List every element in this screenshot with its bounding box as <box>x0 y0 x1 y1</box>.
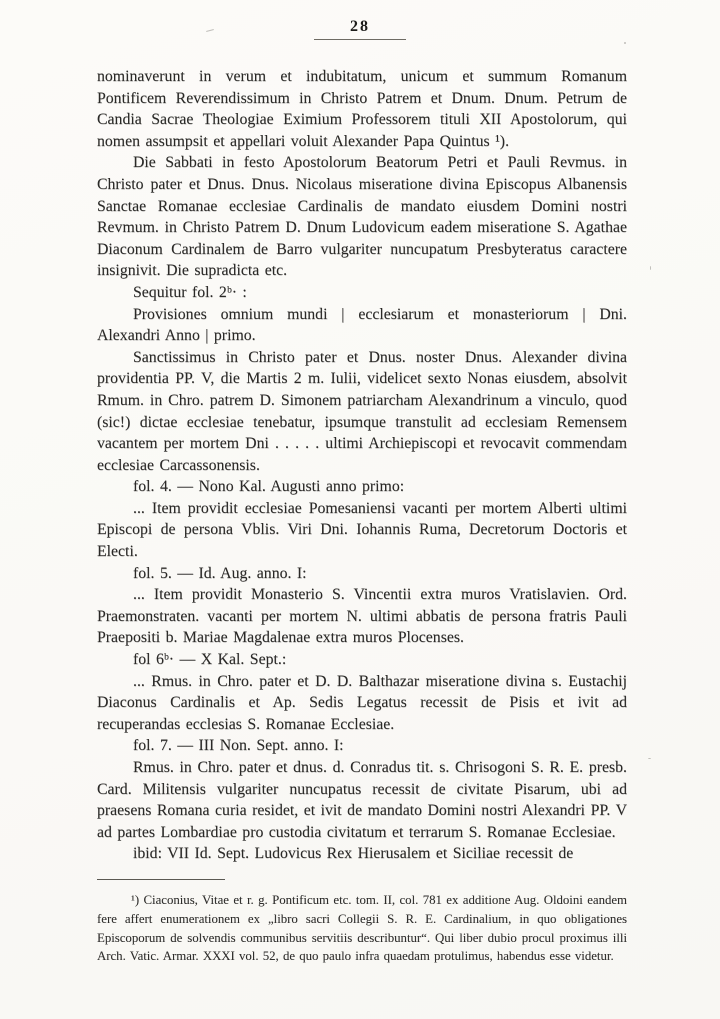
footnote <box>97 879 627 966</box>
body-paragraph: fol. 4. — Nono Kal. Augusti anno primo: <box>133 478 405 496</box>
body-paragraph: nominaverunt in verum et indubitatum, unicum et summum Romanum Pontificem Reverendissimum in Christo Patrem et Dnum. Dnum. Petrum de Candia Sacrae Theologiae Eximium Professorem tituli XII Apostolorum, qui nomen assumpsit et appellari voluit Alexander Papa Quintus ¹). <box>97 68 627 150</box>
body-paragraph: ... Rmus. in Chro. pater et D. D. Balthazar miseratione divina s. Eustachij Diaconus Cardinalis et Ap. Sedis Legatus recessit de Pisis et ivit ad recuperandas ecclesias S. Romanae Ecclesiae. <box>97 672 627 733</box>
body-paragraph: fol. 5. — Id. Aug. anno. I: <box>133 564 307 582</box>
page-header <box>0 18 720 40</box>
scan-artifact <box>650 266 651 270</box>
body-paragraph: fol. 7. — III Non. Sept. anno. I: <box>133 737 344 755</box>
body-paragraph: Die Sabbati in festo Apostolorum Beatorum Petri et Pauli Revmus. in Christo pater et Dnus. Dnus. Nicolaus miseratione divina Episcopus Albanensis Sanctae Romanae ecclesiae Cardinalis de mandato eiusdem Domini nostri Revmum. in Christo Patrem D. Dnum Ludovicum eadem miseratione S. Agathae Diaconum Cardinalem de Barro vulgariter nuncupatum Presbyteratus caractere insignivit. Die supradicta etc. <box>97 154 627 280</box>
scan-artifact <box>648 758 651 759</box>
footnote-text: ¹) Ciaconius, Vitae et r. g. Pontificum etc. tom. II, col. 781 ex additione Aug. Oldoini eandem fere affert enumerationem ex „libro sacri Collegii S. R. E. Cardinalium, in quo obligationes Episcoporum de solvendis communibus servitiis describuntur“. Qui liber dubio procul proximus illi Arch. Vatic. Armar. XXXI vol. 52, de quo paulo infra quaedam protulimus, habendus esse videtur. <box>97 893 627 964</box>
text-block <box>97 66 627 865</box>
body-paragraph: ... Item providit Monasterio S. Vincentii extra muros Vratislavien. Ord. Praemonstraten. vacanti per mortem N. ultimi abbatis de persona fratris Pauli Praepositi b. Mariae Magdalenae extra muros Plocenses. <box>97 586 627 647</box>
scan-artifact <box>624 42 626 44</box>
body-paragraph: fol 6ᵇ· — X Kal. Sept.: <box>133 651 287 669</box>
body-paragraph: ... Item providit ecclesiae Pomesaniensi vacanti per mortem Alberti ultimi Episcopi de persona Vblis. Viri Dni. Iohannis Ruma, Decretorum Doctoris et Electi. <box>97 499 627 561</box>
body-paragraph: Provisiones omnium mundi | ecclesiarum et monasteriorum | Dni. Alexandri Anno | primo. <box>97 305 627 345</box>
body-paragraph: Sanctissimus in Christo pater et Dnus. noster Dnus. Alexander divina providentia PP. V, die Martis 2 m. Iulii, videlicet sexto Nonas eiusdem, absolvit Rmum. in Chro. patrem D. Simonem patriarcham Alexandrinum a vinculo, quod (sic!) dictae ecclesiae tenebatur, ipsumque transtulit ad ecclesiam Remensem vacantem per mortem Dni . . . . . ultimi Archiepiscopi et revocavit commendam ecclesiae Carcassonensis. <box>97 348 627 474</box>
footnote-separator-rule <box>97 879 225 880</box>
page-number: 28 <box>314 18 406 40</box>
body-paragraph: ibid: VII Id. Sept. Ludovicus Rex Hierusalem et Siciliae recessit de <box>133 845 574 863</box>
body-paragraph: Rmus. in Chro. pater et dnus. d. Conradus tit. s. Chrisogoni S. R. E. presb. Card. Militensis vulgariter nuncupatus recessit de civitate Pisarum, ubi ad praesens Romana curia residet, et ivit de mandato Domini nostri Alexandri PP. V ad partes Lombardiae pro custodia civitatum et terrarum S. Romanae Ecclesiae. <box>97 759 627 841</box>
body-paragraph: Sequitur fol. 2ᵇ· : <box>133 283 247 301</box>
